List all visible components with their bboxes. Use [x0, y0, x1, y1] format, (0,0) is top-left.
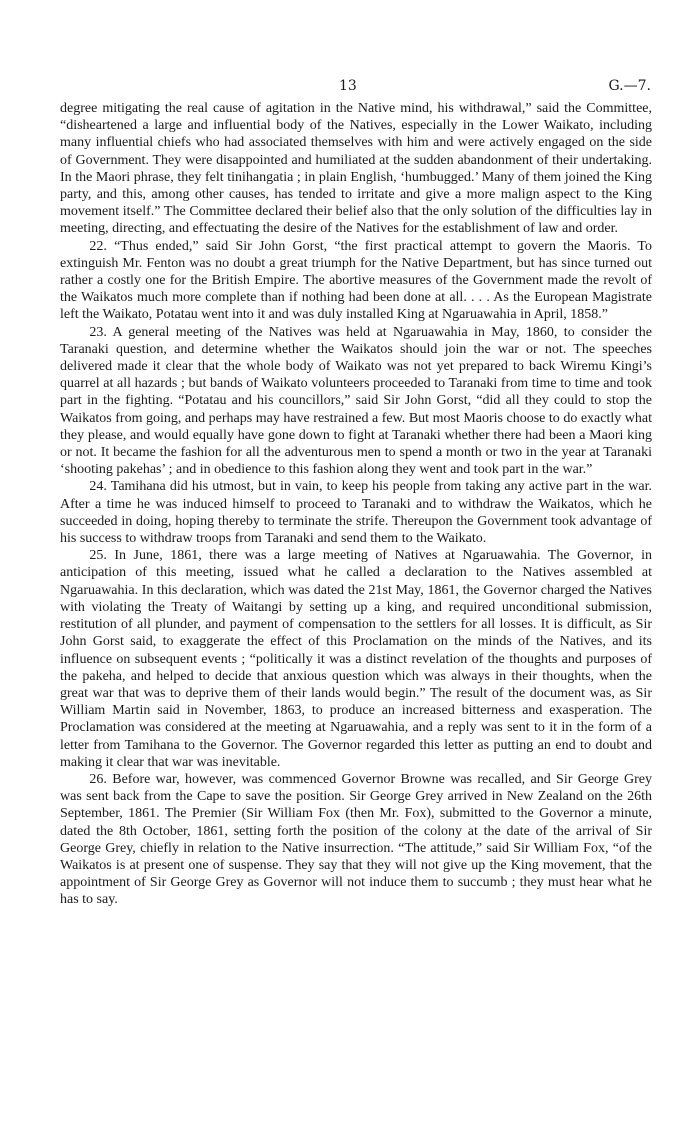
paragraph-number: 25.	[89, 548, 107, 564]
paragraph-text: Before war, however, was commenced Governor Browne was recalled, and Sir George Grey was sent back from the Cape to save the position. Sir George Grey arrived in New Zealand on the 26th September, 1861. The Premier (Sir William Fox (then Mr. Fox), submitted to the Governor a minute, dated the 8th October, 1861, setting forth the position of the colony at the date of the arrival of Sir George Grey, chiefly in relation to the Native insurrection. “The attitude,” said Sir William Fox, “of the Waikatos is at present one of suspense. They say that they will not give up the King movement, that the appointment of Sir George Grey as Governor will not induce them to succumb ; they must hear what he has to say.	[60, 771, 653, 908]
paragraph-22	[60, 238, 652, 324]
paragraph-25	[60, 547, 652, 771]
paragraph-text: A general meeting of the Natives was held at Ngaruawahia in May, 1860, to consider the Taranaki question, and determine whether the Waikatos should join the war or not. The speeches delivered made it clear that the whole body of Waikato was not yet prepared to back Wiremu Kingi’s quarrel at all hazards ; but bands of Waikato volunteers proceeded to Taranaki from time to time and took part in the fighting. “Potatau and his councillors,” said Sir John Gorst, “did all they could to stop the Waikatos from going, and perhaps may have restrained a few. But most Maoris choose to do exactly what they please, and would equally have gone down to fight at Taranaki whether there had been a Maori king or not. It became the fashion for all the adventurous men to spend a month or two in the year at Taranaki ‘shooting pakehas’ ; and in obedience to this fashion along they went and took part in the war.”	[60, 324, 652, 478]
paragraph-text: Tamihana did his utmost, but in vain, to keep his people from taking any active part in the war. After a time he was induced himself to proceed to Taranaki and to withdraw the Waikatos, which he succeeded in doing, hoping thereby to terminate the strife. Thereupon the Government took advantage of his success to withdraw troops from Taranaki and send them to the Waikato.	[60, 479, 653, 547]
paragraph-number: 24.	[89, 479, 107, 495]
paragraph-24	[60, 478, 652, 547]
paragraph-23	[60, 324, 652, 479]
paragraph-text: In June, 1861, there was a large meeting of Natives at Ngaruawahia. The Governor, in anticipation of this meeting, issued what he called a declaration to the Natives assembled at Ngaruawahia. In this declaration, which was dated the 21st May, 1861, the Governor charged the Natives with violating the Treaty of Waitangi by setting up a king, and required unconditional submission, restitution of all plunder, and payment of compensation to the settlers for all losses. It is difficult, as Sir John Gorst said, to exaggerate the effect of this Proclamation on the minds of the Natives, and its influence on subsequent events ; “politically it was a distinct revelation of the thoughts and purposes of the pakeha, and helped to decide that anxious question which was always in their thoughts, when the great war that was to deprive them of their lands would begin.” The result of the document was, as Sir William Martin said in November, 1863, to produce an increased bitterness and exasperation. The Proclamation was considered at the meeting at Ngaruawahia, and a reply was sent to it in the form of a letter from Tamihana to the Governor. The Governor regarded this letter as putting an end to doubt and making it clear that war was inevitable.	[60, 548, 653, 770]
body-text	[60, 100, 652, 909]
paragraph-continued	[60, 100, 652, 238]
paragraph-text: “Thus ended,” said Sir John Gorst, “the first practical attempt to govern the Maoris. To extinguish Mr. Fenton was no doubt a great triumph for the Native Department, but has since turned out rather a costly one for the British Empire. The abortive measures of the Government made the revolt of the Waikatos much more complete than if nothing had been done at all. . . . As the European Magistrate left the Waikato, Potatau went into it and was duly installed King at Ngaruawahia in April, 1858.”	[60, 238, 653, 323]
document-reference: G.—7.	[608, 78, 651, 94]
paragraph-number: 22.	[89, 238, 107, 254]
paragraph-text: degree mitigating the real cause of agitation in the Native mind, his withdrawal,” said the Committee, “disheartened a large and influential body of the Natives, especially in the Lower Waikato, including many influential chiefs who had associated themselves with him and were actively engaged on the side of Government. They were disappointed and humiliated at the sudden abandonment of their undertaking. In the Maori phrase, they felt tinihangatia ; in plain English, ‘humbugged.’ Many of them joined the King party, and this, among other causes, has tended to irritate and give a more malign aspect to the King movement itself.” The Committee declared their belief also that the only solution of the difficulties lay in meeting, directing, and effectuating the desire of the Natives for the establishment of law and order.	[60, 101, 652, 237]
page-number: 13	[339, 78, 357, 94]
page-header	[0, 78, 700, 98]
paragraph-26	[60, 771, 652, 909]
paragraph-number: 26.	[89, 771, 107, 787]
paragraph-number: 23.	[89, 324, 107, 340]
